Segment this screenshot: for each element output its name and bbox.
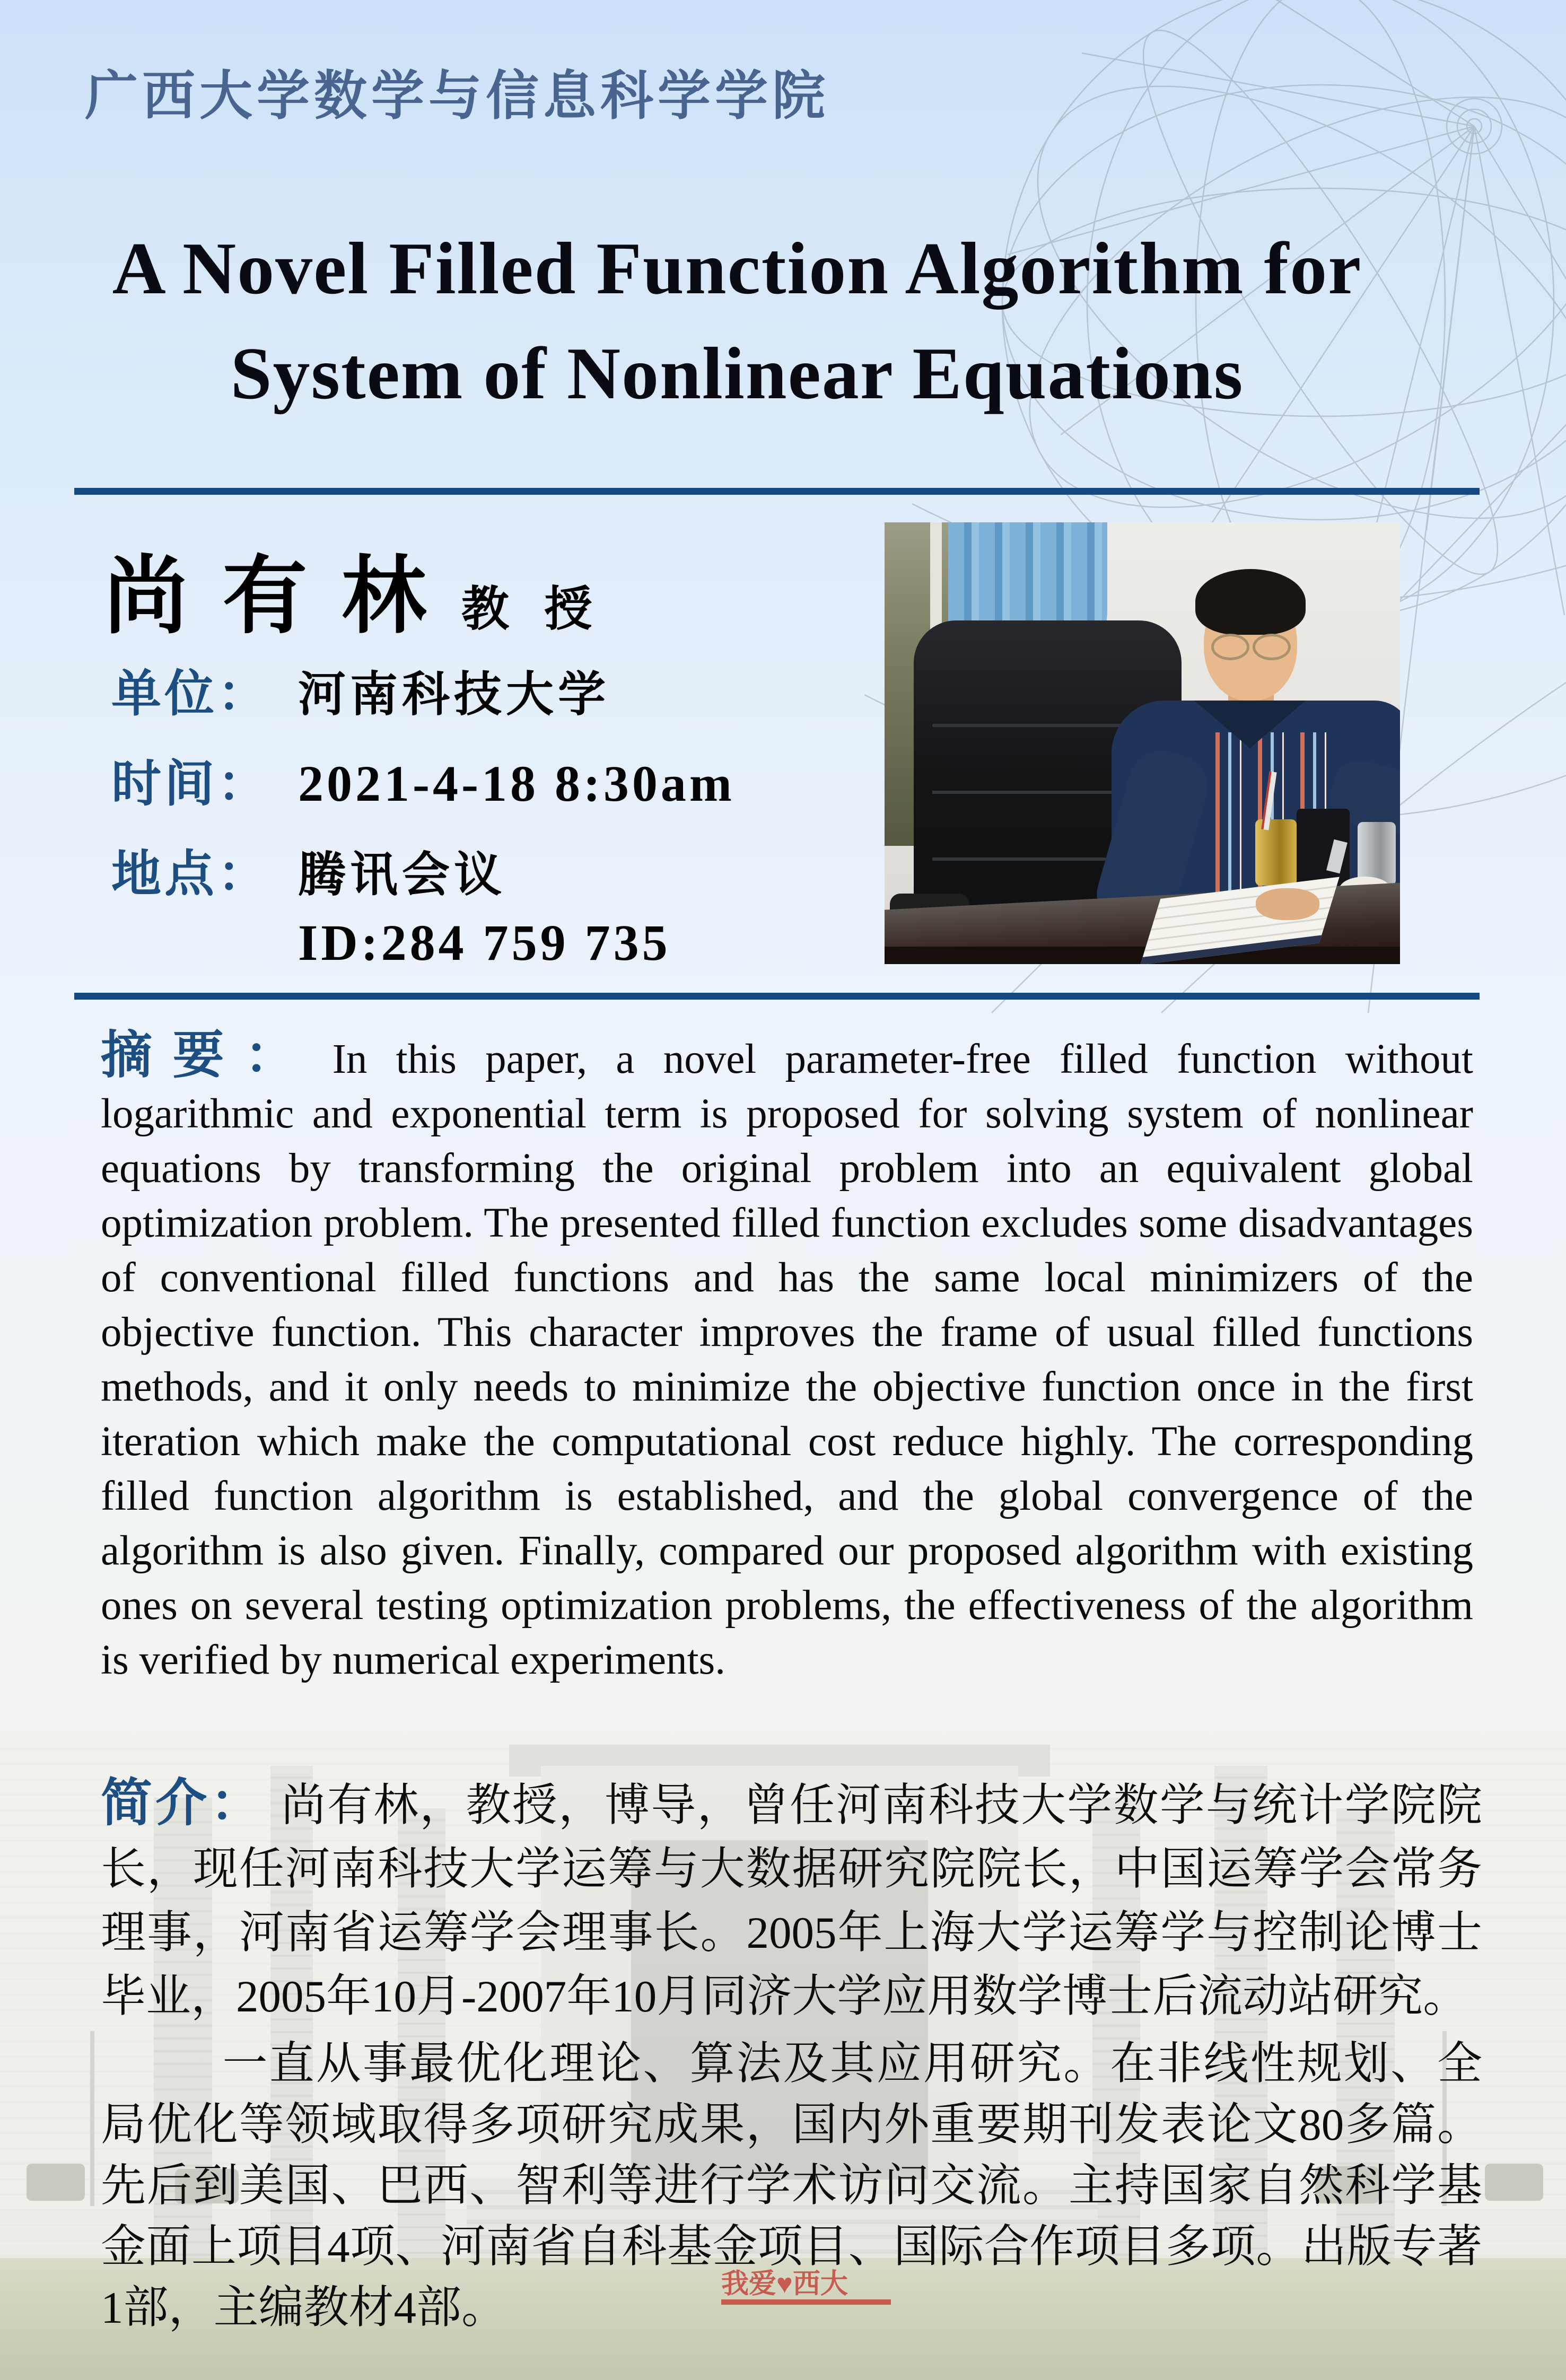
organizer-name: 广西大学数学与信息科学学院: [85, 67, 829, 126]
bio-label: 简介：: [101, 1774, 265, 1832]
info-row-meeting-id: [111, 913, 671, 972]
abstract-text: In this paper, a novel parameter-free filled function without logarithmic and exponential term is proposed for solving system of nonlinear equations by transforming the original problem into an equivalent global optimization problem. The presented filled function excludes some disadvantages of conventional filled functions and has the same local minimizers of the objective function. This character improves the frame of usual filled functions methods, and it only needs to minimize the objective function once in the first iteration which make the computational cost reduce highly. The corresponding filled function algorithm is established, and the global convergence of the algorithm is also given. Finally, compared our proposed algorithm with existing ones on several testing optimization problems, the effectiveness of the algorithm is verified by numerical experiments.: [101, 1036, 1474, 1683]
talk-title: [0, 216, 1474, 426]
info-row-venue: [111, 834, 506, 905]
bush: [27, 2164, 85, 2201]
info-row-affiliation: [111, 653, 610, 725]
speaker-degree: 教 授: [461, 583, 604, 636]
bush: [1485, 2164, 1543, 2201]
photo-silver-can: [1358, 822, 1396, 886]
time-label: 时间：: [111, 756, 271, 811]
bio-paragraph-1: [101, 1771, 1482, 2028]
photo-gold-can: [1255, 819, 1297, 886]
venue-value: 腾讯会议: [298, 848, 506, 902]
time-value: 2021-4-18 8:30am: [298, 755, 735, 812]
meeting-id-value: ID:284 759 735: [298, 914, 671, 971]
venue-label: 地点：: [111, 846, 271, 902]
photo-glasses-right-lens: [1253, 634, 1291, 660]
bio-text-1: 尚有林，教授，博导，曾任河南科技大学数学与统计学院院长，现任河南科技大学运筹与大数据研究院院长，中国运筹学会常务理事，河南省运筹学会理事长。2005年上海大学运筹学与控制论博士毕业，2005年10月-2007年10月同济大学应用数学博士后流动站研究。: [101, 1781, 1483, 2022]
affiliation-label: 单位：: [111, 666, 271, 721]
divider-bottom: [74, 993, 1480, 1000]
speaker-name: 尚 有 林: [103, 548, 432, 643]
speaker-photo: [885, 522, 1400, 964]
info-row-time: [111, 743, 735, 815]
talk-title-line1: A Novel Filled Function Algorithm for: [112, 228, 1362, 310]
photo-person-hair: [1195, 569, 1306, 635]
flag-pole: [90, 2031, 94, 2206]
talk-title-line2: System of Nonlinear Equations: [230, 332, 1244, 415]
campus-sign: 我爱♥西大: [721, 2269, 891, 2305]
divider-top: [74, 488, 1480, 495]
abstract-paragraph: [101, 1028, 1473, 1687]
bio-paragraph-2: 一直从事最优化理论、算法及其应用研究。在非线性规划、全局优化等领域取得多项研究成果，国内外重要期刊发表论文80多篇。先后到美国、巴西、智利等进行学术访问交流。主持国家自然科学基金面上项目4项、河南省自科基金项目、国际合作项目多项。出版专著1部，主编教材4部。: [101, 2039, 1482, 2333]
abstract-label: 摘要：: [101, 1026, 317, 1084]
photo-glasses-left-lens: [1211, 634, 1249, 660]
speaker-bio: [101, 1771, 1482, 2339]
affiliation-value: 河南科技大学: [298, 668, 610, 721]
photo-person-hand: [1256, 888, 1319, 920]
